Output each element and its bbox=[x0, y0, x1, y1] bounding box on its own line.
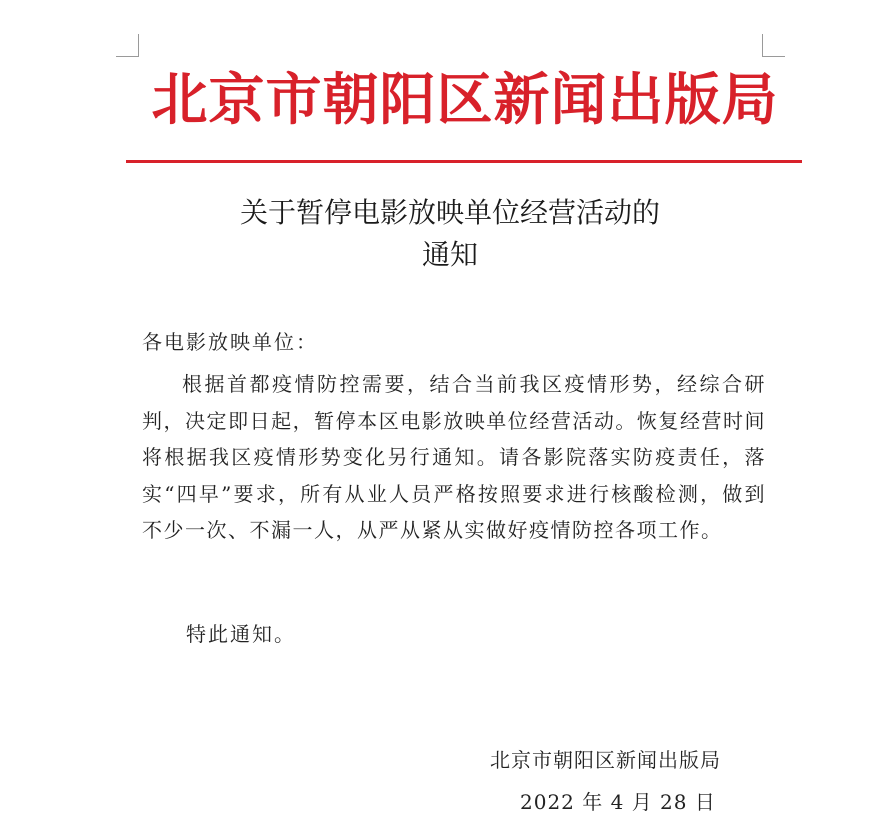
signature-organization: 北京市朝阳区新闻出版局 bbox=[490, 748, 721, 772]
red-divider-line bbox=[126, 160, 802, 163]
closing-phrase: 特此通知。 bbox=[186, 622, 296, 646]
notice-title-line-1: 关于暂停电影放映单位经营活动的 bbox=[239, 196, 660, 229]
signature-date: 2022 年 4 月 28 日 bbox=[520, 790, 716, 814]
issuer-red-header: 北京市朝阳区新闻出版局 bbox=[151, 67, 779, 133]
notice-title bbox=[130, 192, 770, 276]
crop-mark-top-left bbox=[116, 34, 139, 57]
salutation: 各电影放映单位： bbox=[142, 330, 318, 354]
notice-title-line-2: 通知 bbox=[421, 238, 478, 271]
crop-mark-top-right bbox=[762, 34, 785, 57]
notice-body-paragraph: 根据首都疫情防控需要，结合当前我区疫情形势，经综合研判，决定即日起，暂停本区电影放映单位经营活动。恢复经营时间将根据我区疫情形势变化另行通知。请各影院落实防疫责任，落实“四早”要求，所有从业人员严格按照要求进行核酸检测，做到不少一次、不漏一人，从严从紧从实做好疫情防控各项工作。 bbox=[142, 372, 766, 542]
